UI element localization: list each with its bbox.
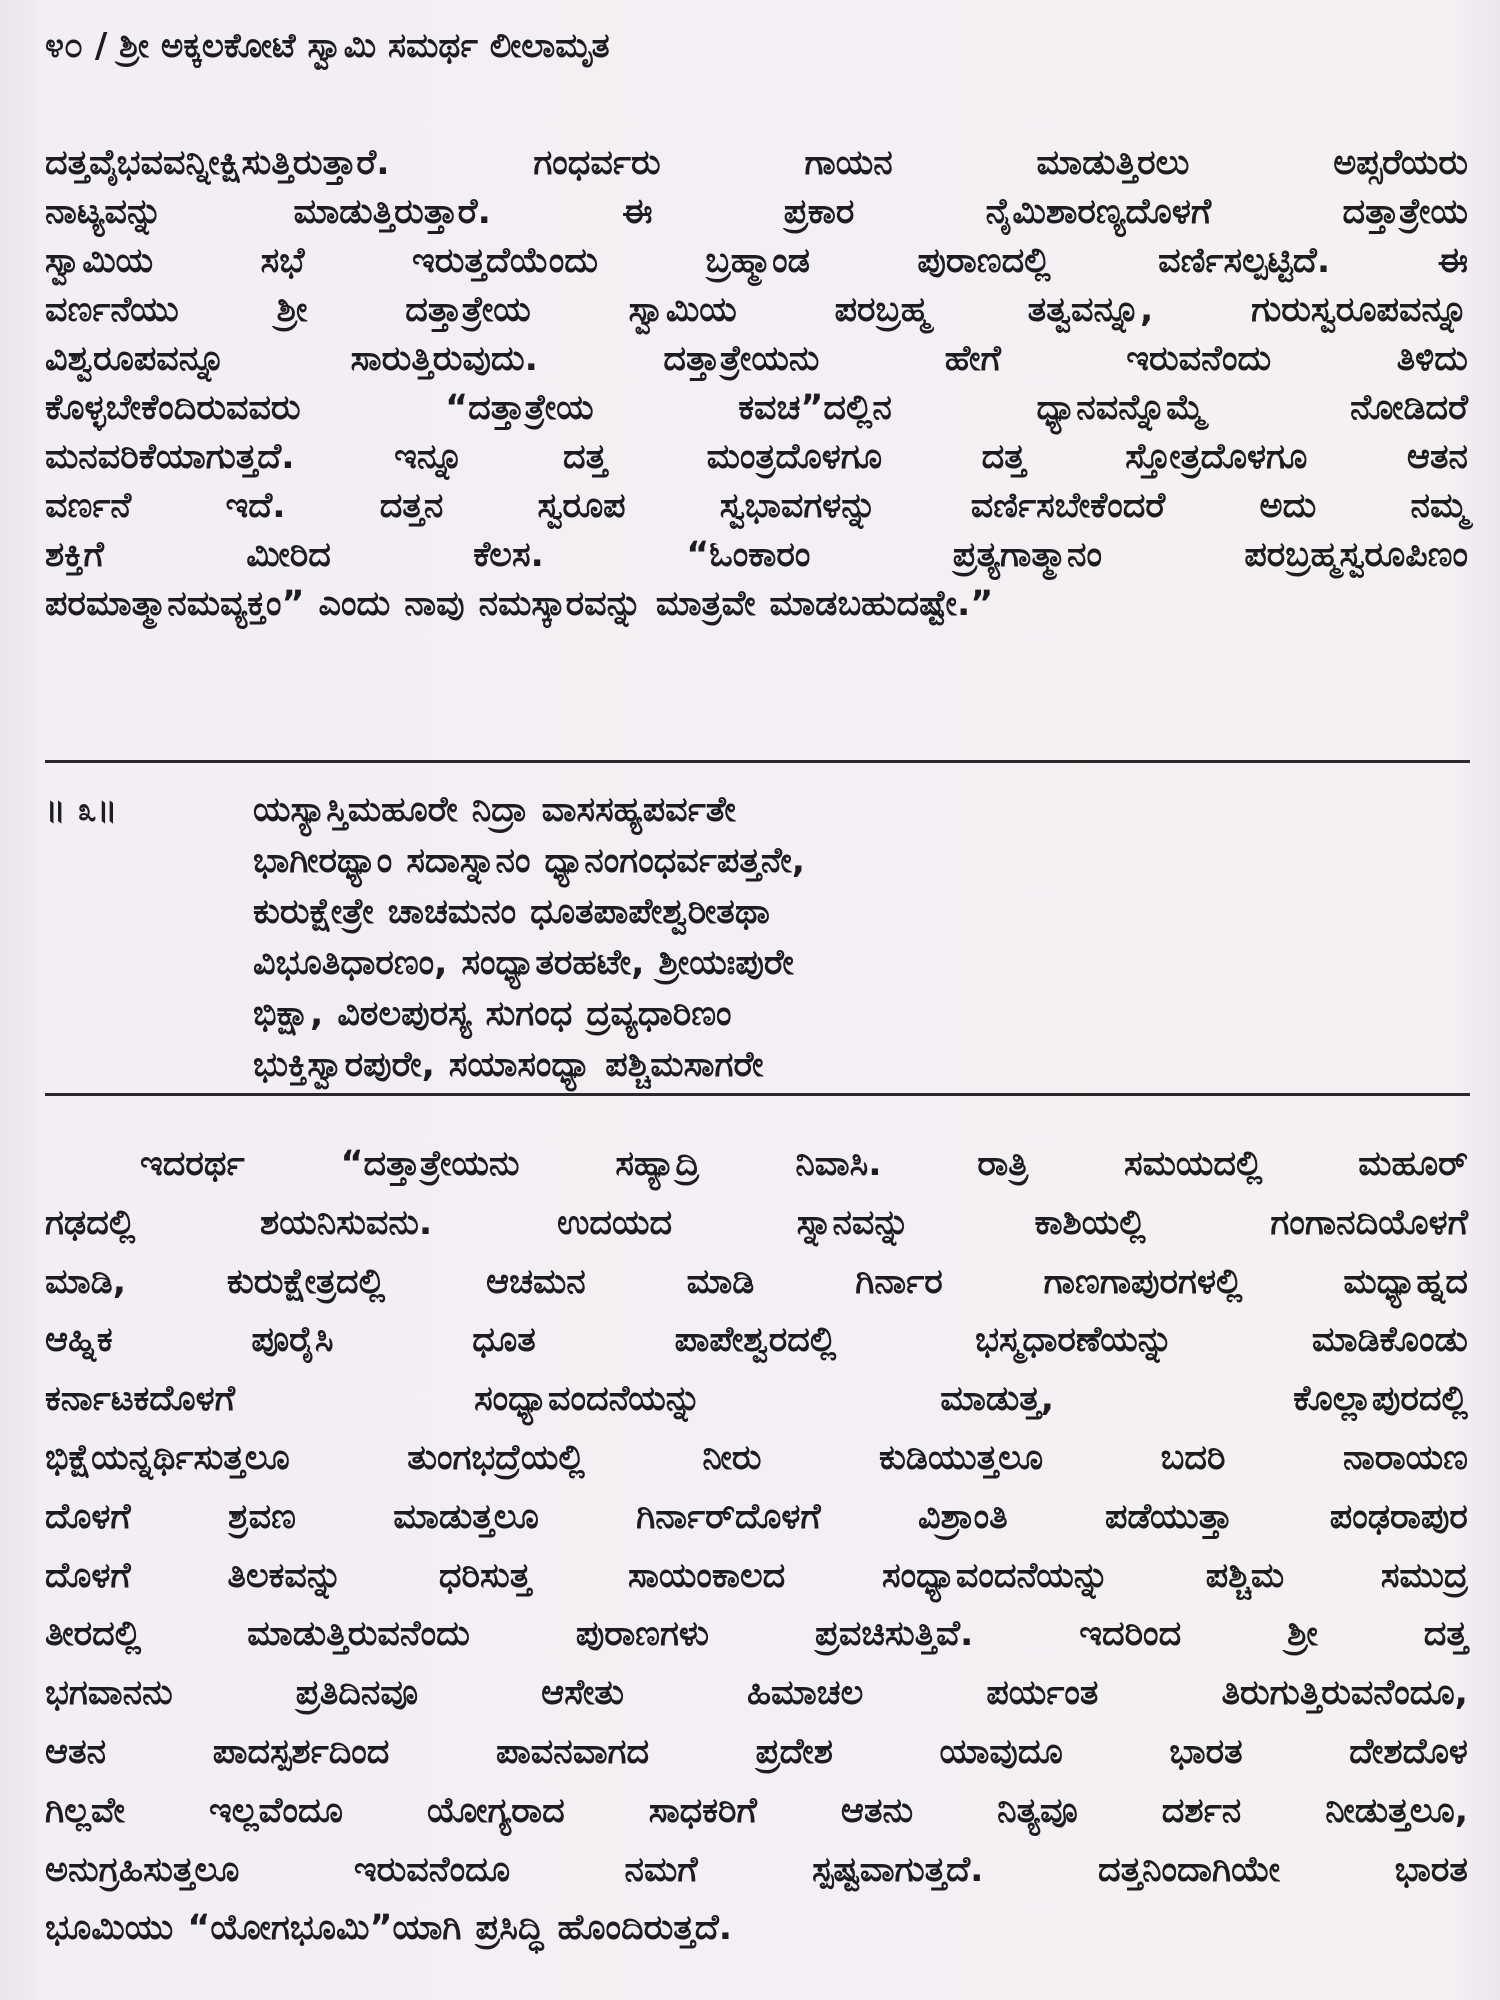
text-line: ತೀರದಲ್ಲಿ ಮಾಡುತ್ತಿರುವನೆಂದು ಪುರಾಣಗಳು ಪ್ರವಚಿಸುತ್ತಿವೆ. ಇದರಿಂದ ಶ್ರೀ ದತ್ತ xyxy=(45,1614,1468,1655)
verse-line: ಭಿಕ್ಷಾ, ವಿಠಲಪುರಸ್ಯ ಸುಗಂಧ ದ್ರವ್ಯಧಾರಿಣಂ xyxy=(253,994,732,1034)
text-line: ಭಿಕ್ಷೆಯನ್ನರ್ಥಿಸುತ್ತಲೂ ತುಂಗಭದ್ರೆಯಲ್ಲಿ ನೀರು ಕುಡಿಯುತ್ತಲೂ ಬದರಿ ನಾರಾಯಣ xyxy=(45,1438,1468,1478)
text-line: ಭಗವಾನನು ಪ್ರತಿದಿನವೂ ಆಸೇತು ಹಿಮಾಚಲ ಪರ್ಯಂತ ತಿರುಗುತ್ತಿರುವನೆಂದೂ, xyxy=(45,1673,1468,1714)
text-line: ಗಿಲ್ಲವೇ ಇಲ್ಲವೆಂದೂ ಯೋಗ್ಯರಾದ ಸಾಧಕರಿಗೆ ಆತನು ನಿತ್ಯವೂ ದರ್ಶನ ನೀಡುತ್ತಲೂ, xyxy=(45,1790,1468,1831)
running-header: ೪೦ / ಶ್ರೀ ಅಕ್ಕಲಕೋಟೆ ಸ್ವಾಮಿ ಸಮರ್ಥ ಲೀಲಾಮೃತ xyxy=(45,26,610,66)
text-line: ಅನುಗ್ರಹಿಸುತ್ತಲೂ ಇರುವನೆಂದೂ ನಮಗೆ ಸ್ಪಷ್ಟವಾಗುತ್ತದೆ. ದತ್ತನಿಂದಾಗಿಯೇ ಭಾರತ xyxy=(45,1849,1468,1890)
verse-line: ಭುಕ್ತಿಸ್ವಾರಪುರೇ, ಸಯಾಸಂಧ್ಯಾ ಪಶ್ಚಿಮಸಾಗರೇ xyxy=(253,1045,764,1085)
text-line: ಭೂಮಿಯು “ಯೋಗಭೂಮಿ”ಯಾಗಿ ಪ್ರಸಿದ್ಧಿ ಹೊಂದಿರುತ್ತದೆ. xyxy=(45,1908,733,1949)
verse-bottom-rule xyxy=(45,1093,1470,1096)
text-line: ನಾಟ್ಯವನ್ನು ಮಾಡುತ್ತಿರುತ್ತಾರೆ. ಈ ಪ್ರಕಾರ ನೈಮಿಶಾರಣ್ಯದೊಳಗೆ ದತ್ತಾತ್ರೇಯ xyxy=(45,192,1468,232)
text-line: ಇದರರ್ಥ “ದತ್ತಾತ್ರೇಯನು ಸಹ್ಯಾದ್ರಿ ನಿವಾಸಿ. ರಾತ್ರಿ ಸಮಯದಲ್ಲಿ ಮಹೂರ್ xyxy=(140,1144,1468,1184)
verse-top-rule xyxy=(45,760,1470,763)
text-line: ಮಾಡಿ, ಕುರುಕ್ಷೇತ್ರದಲ್ಲಿ ಆಚಮನ ಮಾಡಿ ಗಿರ್ನಾರ ಗಾಣಗಾಪುರಗಳಲ್ಲಿ ಮಧ್ಯಾಹ್ನದ xyxy=(45,1261,1468,1302)
text-line: ದೊಳಗೆ ತಿಲಕವನ್ನು ಧರಿಸುತ್ತ ಸಾಯಂಕಾಲದ ಸಂಧ್ಯಾವಂದನೆಯನ್ನು ಪಶ್ಚಿಮ ಸಮುದ್ರ xyxy=(45,1555,1468,1596)
text-line: ದೊಳಗೆ ಶ್ರವಣ ಮಾಡುತ್ತಲೂ ಗಿರ್ನಾರ್‌ದೊಳಗೆ ವಿಶ್ರಾಂತಿ ಪಡೆಯುತ್ತಾ ಪಂಢರಾಪುರ xyxy=(45,1496,1468,1537)
text-line: ಆತನ ಪಾದಸ್ಪರ್ಶದಿಂದ ಪಾವನವಾಗದ ಪ್ರದೇಶ ಯಾವುದೂ ಭಾರತ ದೇಶದೊಳ xyxy=(45,1732,1468,1772)
text-line: ಕರ್ನಾಟಕದೊಳಗೆ ಸಂಧ್ಯಾವಂದನೆಯನ್ನು ಮಾಡುತ್ತ, ಕೊಲ್ಲಾಪುರದಲ್ಲಿ xyxy=(45,1379,1468,1420)
text-line: ವಿಶ್ವರೂಪವನ್ನೂ ಸಾರುತ್ತಿರುವುದು. ದತ್ತಾತ್ರೇಯನು ಹೇಗೆ ಇರುವನೆಂದು ತಿಳಿದು xyxy=(45,339,1468,379)
text-line: ಪರಮಾತ್ಮಾನಮವ್ಯಕ್ತಂ” ಎಂದು ನಾವು ನಮಸ್ಕಾರವನ್ನು ಮಾತ್ರವೇ ಮಾಡಬಹುದಷ್ಟೇ.” xyxy=(45,584,994,624)
text-line: ಶಕ್ತಿಗೆ ಮೀರಿದ ಕೆಲಸ. “ಓಂಕಾರಂ ಪ್ರತ್ಯಗಾತ್ಮಾನಂ ಪರಬ್ರಹ್ಮಸ್ವರೂಪಿಣಂ xyxy=(45,535,1468,575)
verse-line: ಕುರುಕ್ಷೇತ್ರೇ ಚಾಚಮನಂ ಧೂತಪಾಪೇಶ್ವರೀತಥಾ xyxy=(253,892,770,932)
text-line: ವರ್ಣನೆ ಇದೆ. ದತ್ತನ ಸ್ವರೂಪ ಸ್ವಭಾವಗಳನ್ನು ವರ್ಣಿಸಬೇಕೆಂದರೆ ಅದು ನಮ್ಮ xyxy=(45,486,1468,526)
text-line: ಆಹ್ನಿಕ ಪೂರೈಸಿ ಧೂತ ಪಾಪೇಶ್ವರದಲ್ಲಿ ಭಸ್ಮಧಾರಣೆಯನ್ನು ಮಾಡಿಕೊಂಡು xyxy=(45,1320,1468,1361)
text-line: ಗಢದಲ್ಲಿ ಶಯನಿಸುವನು. ಉದಯದ ಸ್ನಾನವನ್ನು ಕಾಶಿಯಲ್ಲಿ ಗಂಗಾನದಿಯೊಳಗೆ xyxy=(45,1202,1468,1243)
text-line: ಕೊಳ್ಳಬೇಕೆಂದಿರುವವರು “ದತ್ತಾತ್ರೇಯ ಕವಚ”ದಲ್ಲಿನ ಧ್ಯಾನವನ್ನೊಮ್ಮೆ ನೋಡಿದರೆ xyxy=(45,388,1468,428)
text-line: ವರ್ಣನೆಯು ಶ್ರೀ ದತ್ತಾತ್ರೇಯ ಸ್ವಾಮಿಯ ಪರಬ್ರಹ್ಮ ತತ್ವವನ್ನೂ, ಗುರುಸ್ವರೂಪವನ್ನೂ xyxy=(45,290,1468,330)
verse-line: ಭಾಗೀರಥ್ಯಾಂ ಸದಾಸ್ನಾನಂ ಧ್ಯಾನಂಗಂಧರ್ವಪತ್ತನೇ, xyxy=(253,841,806,881)
verse-line: ವಿಭೂತಿಧಾರಣಂ, ಸಂಧ್ಯಾತರಹಟೇ, ಶ್ರೀಯಃಪುರೇ xyxy=(253,943,794,983)
verse-line: ಯಸ್ಯಾಸ್ತಿಮಹೂರೇ ನಿದ್ರಾ ವಾಸಸಹ್ಯಪರ್ವತೇ xyxy=(253,790,736,830)
text-line: ಮನವರಿಕೆಯಾಗುತ್ತದೆ. ಇನ್ನೂ ದತ್ತ ಮಂತ್ರದೊಳಗೂ ದತ್ತ ಸ್ತೋತ್ರದೊಳಗೂ ಆತನ xyxy=(45,437,1468,477)
text-line: ದತ್ತವೈಭವವನ್ನೀಕ್ಷಿಸುತ್ತಿರುತ್ತಾರೆ. ಗಂಧರ್ವರು ಗಾಯನ ಮಾಡುತ್ತಿರಲು ಅಪ್ಸರೆಯರು xyxy=(45,143,1468,183)
text-line: ಸ್ವಾಮಿಯ ಸಭೆ ಇರುತ್ತದೆಯೆಂದು ಬ್ರಹ್ಮಾಂಡ ಪುರಾಣದಲ್ಲಿ ವರ್ಣಿಸಲ್ಪಟ್ಟಿದೆ. ಈ xyxy=(45,241,1468,281)
verse-number: ॥ ೩॥ xyxy=(45,790,118,830)
